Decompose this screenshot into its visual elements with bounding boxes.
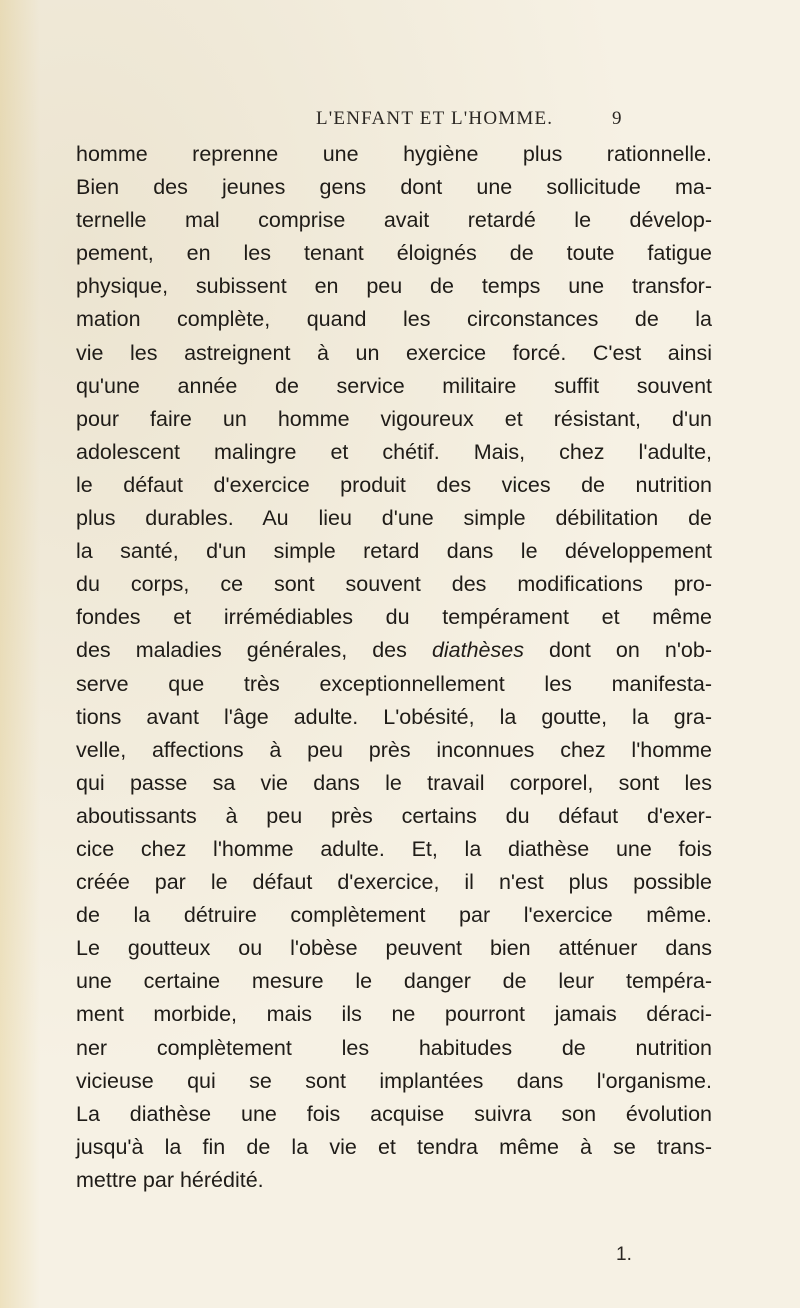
text-segment: des maladies générales, des [76,638,432,663]
text-line: homme reprenne une hygiène plus rationnelle. [76,142,712,166]
body-text [76,138,712,1197]
text-line: le défaut d'exercice produit des vices de nutrition [76,472,712,497]
text-line: la santé, d'un simple retard dans le développement [76,539,712,564]
text-line: qu'une année de service militaire suffit souvent [76,373,712,398]
text-line: velle, affections à peu près inconnues chez l'homme [76,737,712,762]
text-line: cice chez l'homme adulte. Et, la diathèse une fois [76,836,712,861]
text-line: pement, en les tenant éloignés de toute fatigue [76,241,712,266]
text-line: aboutissants à peu près certains du défaut d'exer- [76,803,712,828]
page-header [0,108,800,138]
text-line: physique, subissent en peu de temps une transfor- [76,274,712,299]
text-line: tions avant l'âge adulte. L'obésité, la goutte, la gra- [76,704,712,729]
text-line: plus durables. Au lieu d'une simple débilitation de [76,506,712,531]
text-line: une certaine mesure le danger de leur tempéra- [76,969,712,994]
text-line: mation complète, quand les circonstances de la [76,307,712,332]
text-line: pour faire un homme vigoureux et résistant, d'un [76,406,712,431]
italic-term: diathèses [431,638,524,663]
text-line: de la détruire complètement par l'exercice même. [76,903,712,928]
text-line: ner complètement les habitudes de nutrition [76,1035,712,1060]
text-line: créée par le défaut d'exercice, il n'est plus possible [76,870,712,895]
text-line: serve que très exceptionnellement les manifesta- [76,671,712,696]
signature-mark: 1. [616,1244,632,1265]
text-line: vicieuse qui se sont implantées dans l'organisme. [76,1068,712,1093]
text-line: fondes et irrémédiables du tempérament et même [76,605,712,630]
text-line: qui passe sa vie dans le travail corporel, sont les [76,770,712,795]
text-line: jusqu'à la fin de la vie et tendra même à se trans- [76,1134,712,1159]
text-line: adolescent malingre et chétif. Mais, chez l'adulte, [76,439,712,464]
text-line: ternelle mal comprise avait retardé le dévelop- [76,208,712,233]
running-title: L'ENFANT ET L'HOMME. [316,108,554,129]
text-line: Le goutteux ou l'obèse peuvent bien atténuer dans [76,936,712,961]
text-line: Bien des jeunes gens dont une sollicitude ma- [76,175,712,200]
text-line: mettre par hérédité. [76,1167,264,1192]
text-segment: dont on n'ob- [523,638,712,663]
text-line-with-italic [76,634,712,667]
text-line: ment morbide, mais ils ne pourront jamais déraci- [76,1002,712,1027]
text-line: La diathèse une fois acquise suivra son évolution [76,1101,712,1126]
text-line: vie les astreignent à un exercice forcé. C'est ainsi [76,340,712,365]
page-number: 9 [612,108,622,129]
text-line: du corps, ce sont souvent des modifications pro- [76,572,712,597]
